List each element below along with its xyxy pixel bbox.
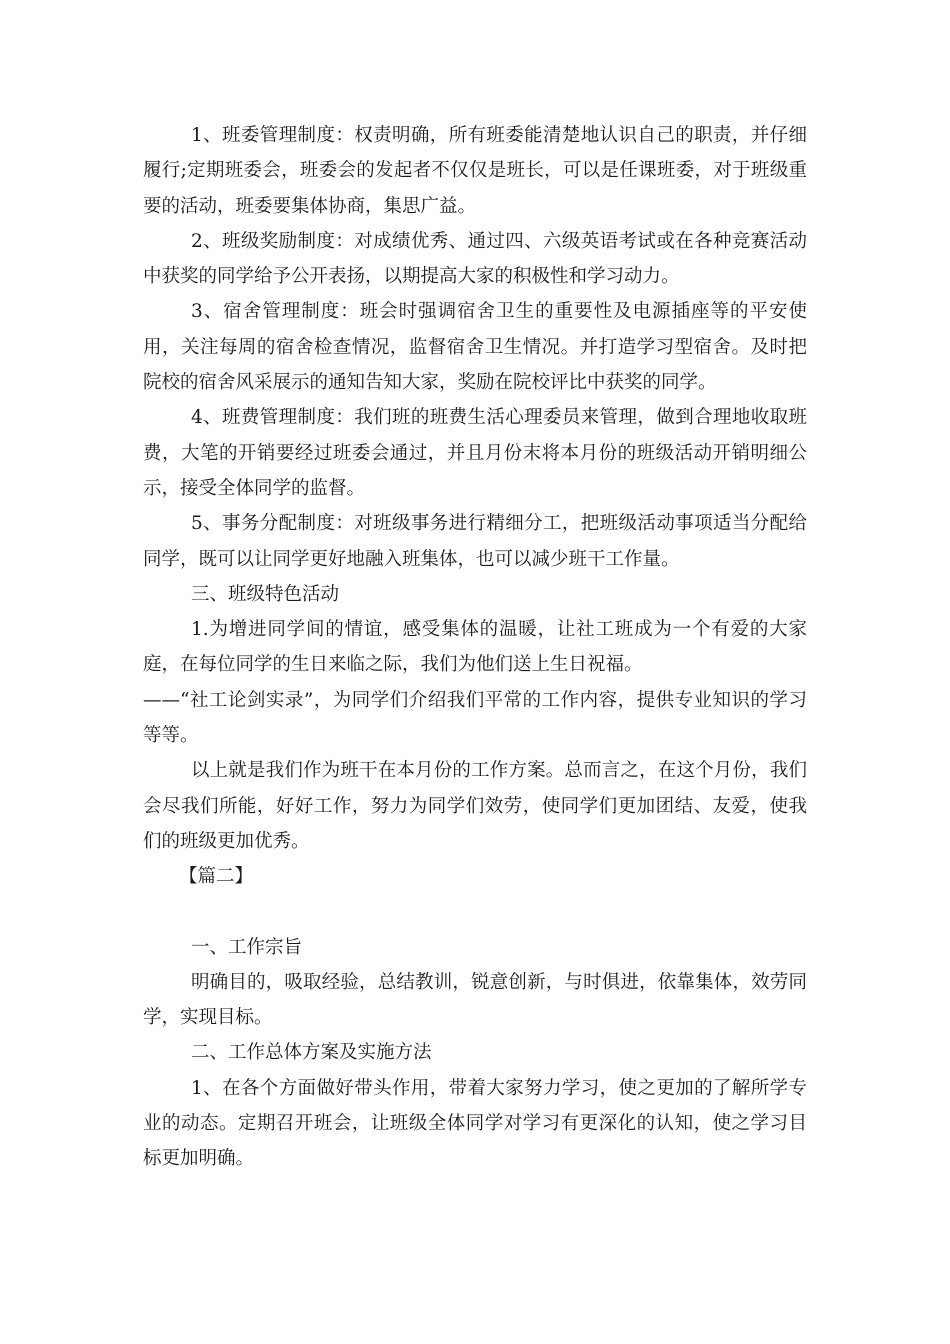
chapter-heading-part-two: 【篇二】 — [179, 866, 254, 888]
paragraph-task-assignment-rules: 5、事务分配制度：对班级事务进行精细分工，把班级活动事项适当分配给同学，既可以让同学更好地融入班集体，也可以减少班干工作量。 — [143, 513, 807, 570]
paragraph-work-plan-item-1: 1、在各个方面做好带头作用，带着大家努力学习，使之更加的了解所学专业的动态。定期召开班会，让班级全体同学对学习有更深化的认知，使之学习目标更加明确。 — [143, 1077, 807, 1170]
document-page — [143, 118, 807, 1177]
spacer — [143, 895, 807, 930]
paragraph-dorm-rules: 3、宿舍管理制度：班会时强调宿舍卫生的重要性及电源插座等的平安使用，关注每周的宿舍检查情况，监督宿舍卫生情况。并打造学习型宿舍。及时把院校的宿舍风采展示的通知告知大家，奖励在院校评比中获奖的同学。 — [143, 301, 807, 394]
section-heading-work-purpose: 一、工作宗旨 — [191, 936, 303, 958]
paragraph-activity-birthday: 1.为增进同学间的情谊，感受集体的温暖，让社工班成为一个有爱的大家庭，在每位同学的生日来临之际，我们为他们送上生日祝福。 — [143, 619, 807, 676]
section-heading-class-activities: 三、班级特色活动 — [191, 583, 340, 605]
section-heading-work-plan: 二、工作总体方案及实施方法 — [191, 1042, 432, 1064]
paragraph-conclusion: 以上就是我们作为班干在本月份的工作方案。总而言之，在这个月份，我们会尽我们所能，好好工作，努力为同学们效劳，使同学们更加团结、友爱，使我们的班级更加优秀。 — [143, 760, 807, 852]
paragraph-work-purpose: 明确目的，吸取经验，总结教训，锐意创新，与时俱进，依靠集体，效劳同学，实现目标。 — [143, 971, 807, 1029]
paragraph-class-fee-rules: 4、班费管理制度：我们班的班费生活心理委员来管理，做到合理地收取班费，大笔的开销要经过班委会通过，并且月份末将本月份的班级活动开销明细公示，接受全体同学的监督。 — [143, 407, 807, 499]
paragraph-activity-sharing: ——“社工论剑实录”，为同学们介绍我们平常的工作内容，提供专业知识的学习等等。 — [143, 689, 807, 747]
paragraph-class-committee-rules: 1、班委管理制度：权责明确，所有班委能清楚地认识自己的职责，并仔细履行;定期班委会，班委会的发起者不仅仅是班长，可以是任课班委，对于班级重要的活动，班委要集体协商，集思广益。 — [143, 125, 807, 217]
paragraph-reward-rules: 2、班级奖励制度：对成绩优秀、通过四、六级英语考试或在各种竞赛活动中获奖的同学给予公开表扬，以期提高大家的积极性和学习动力。 — [143, 230, 807, 288]
